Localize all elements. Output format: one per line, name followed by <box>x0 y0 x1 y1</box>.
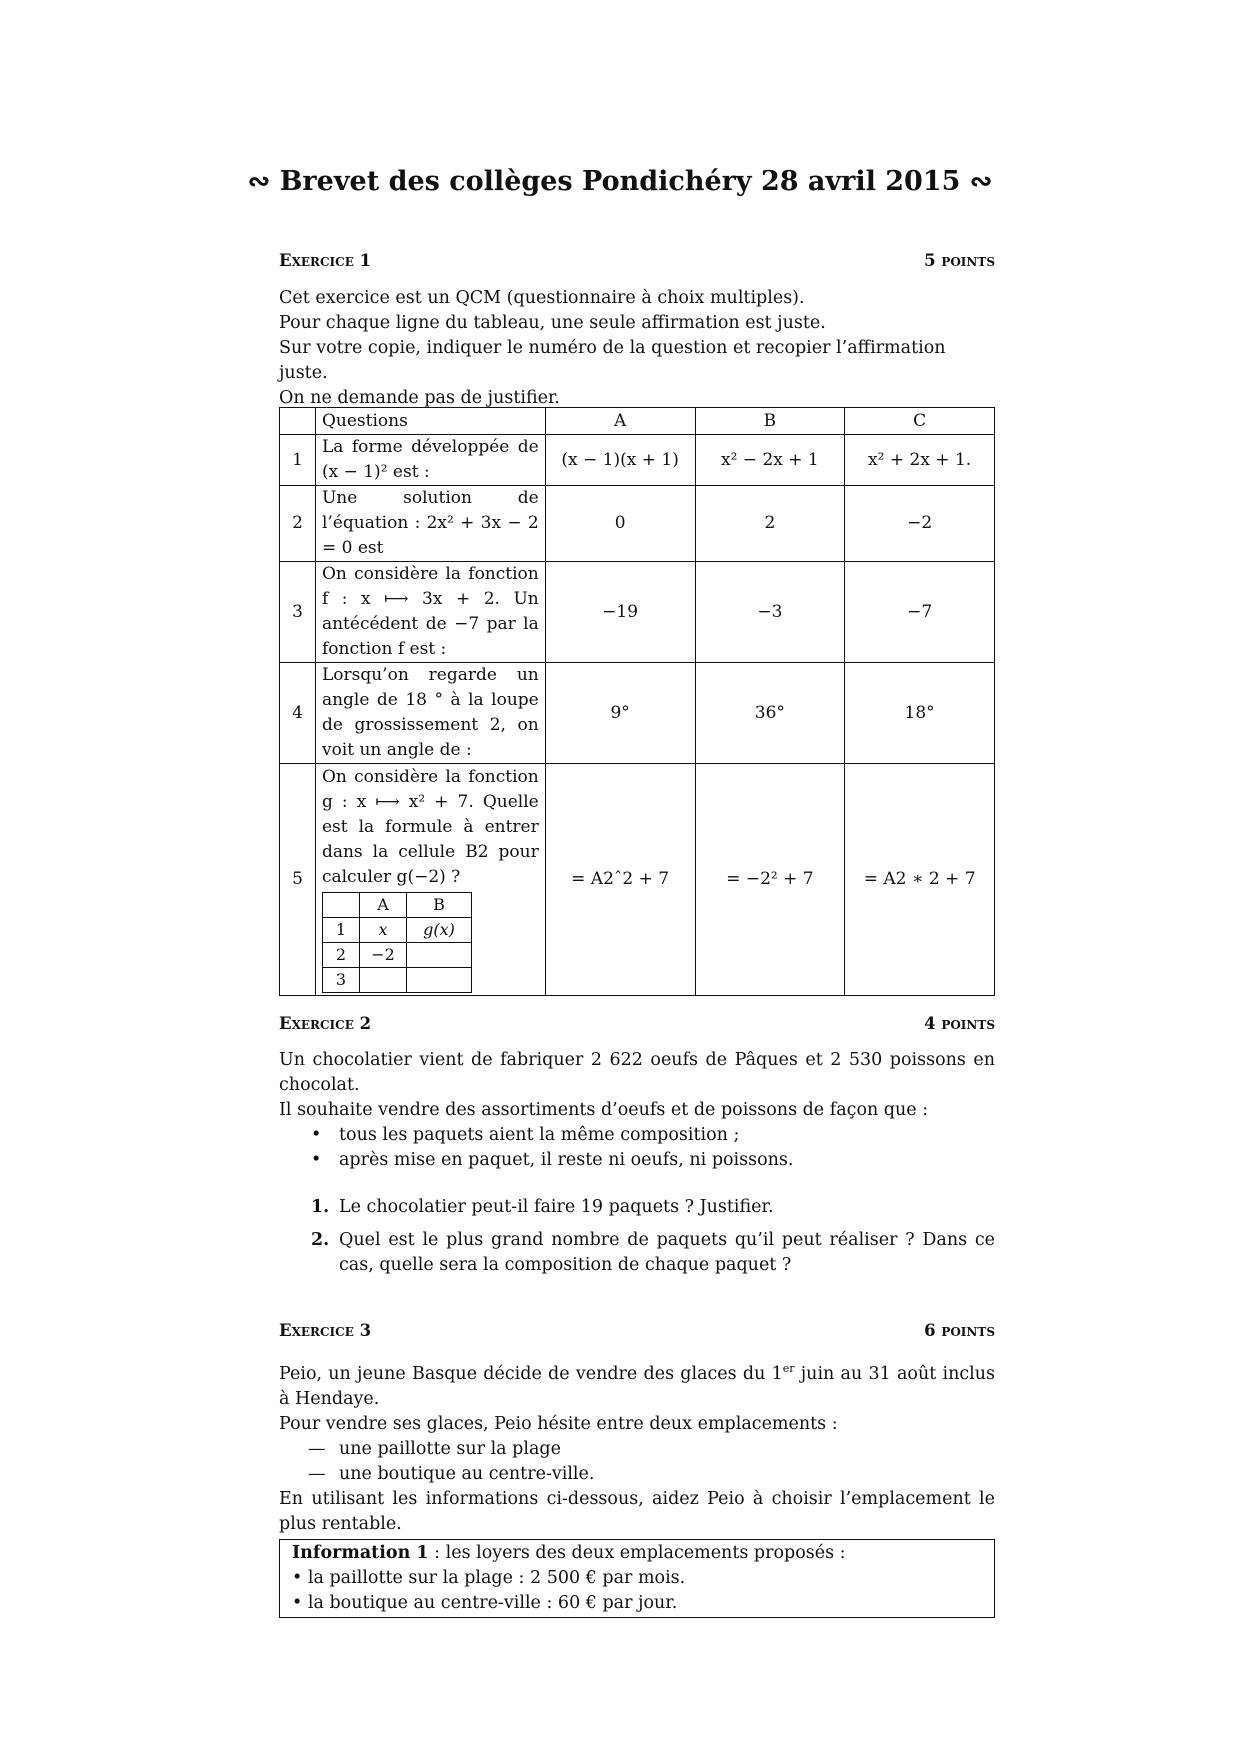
answer-a: (x − 1)(x + 1) <box>545 435 695 486</box>
information-heading <box>292 1541 994 1566</box>
exercise-3-paragraph-2: Pour vendre ses glaces, Peio hésite entre deux emplacements : <box>279 1413 838 1434</box>
question-number: 2. <box>311 1230 330 1250</box>
page-title <box>0 166 1240 197</box>
intro-line: Pour chaque ligne du tableau, une seule affirmation est juste. <box>279 313 826 333</box>
spreadsheet-header-row <box>322 893 471 918</box>
spreadsheet-cell: g(x) <box>406 918 471 943</box>
bullet-icon: • <box>292 1593 308 1613</box>
exercise-3-paragraph-1 <box>279 1356 995 1412</box>
question-item <box>311 1228 995 1278</box>
table-row <box>280 764 995 996</box>
answer-a: 9° <box>545 663 695 764</box>
intro-line: On ne demande pas de justifier. <box>279 388 560 408</box>
table-header-cell: C <box>845 408 995 435</box>
list-item: — une boutique au centre-ville. <box>339 1462 995 1487</box>
spreadsheet-cell: 1 <box>322 918 359 943</box>
bullet-icon: • <box>292 1568 308 1588</box>
question-text: On considère la fonction g : x ⟼ x² + 7. Quelle est la formule à entrer dans la cellule B2 pour calculer g(−2) ? <box>321 767 539 887</box>
question-cell: La forme développée de (x − 1)² est : <box>315 435 545 486</box>
spreadsheet-cell: −2 <box>359 943 406 968</box>
exercise-1-intro <box>279 286 995 411</box>
row-number: 2 <box>280 486 316 562</box>
superscript: er <box>782 1362 795 1375</box>
intro-line: Cet exercice est un QCM (questionnaire à choix multiples). <box>279 288 805 308</box>
exercise-2-conditions <box>279 1123 995 1173</box>
row-number: 5 <box>280 764 316 996</box>
table-row <box>280 562 995 663</box>
spreadsheet-cell <box>406 968 471 993</box>
exercise-2-points: 4 points <box>924 1014 995 1033</box>
document-title: Brevet des collèges Pondichéry 28 avril 2015 <box>279 166 961 197</box>
answer-c: −2 <box>845 486 995 562</box>
table-row <box>280 486 995 562</box>
row-number: 1 <box>280 435 316 486</box>
answer-c: −7 <box>845 562 995 663</box>
spreadsheet-cell: B <box>406 893 471 918</box>
spreadsheet-cell <box>322 893 359 918</box>
table-row <box>280 435 995 486</box>
answer-c: 18° <box>845 663 995 764</box>
answer-c: x² + 2x + 1. <box>845 435 995 486</box>
list-item: — une paillotte sur la plage <box>339 1437 995 1462</box>
answer-b: x² − 2x + 1 <box>695 435 845 486</box>
qcm-table <box>279 407 995 996</box>
answer-a: = A2ˆ2 + 7 <box>545 764 695 996</box>
question-text: Le chocolatier peut-il faire 19 paquets ? Justifier. <box>339 1197 774 1217</box>
answer-b: −3 <box>695 562 845 663</box>
spreadsheet-cell <box>359 968 406 993</box>
question-cell: Une solution de l’équation : 2x² + 3x − 2 = 0 est <box>315 486 545 562</box>
question-cell: Lorsqu’on regarde un angle de 18 ° à la loupe de grossissement 2, on voit un angle de : <box>315 663 545 764</box>
exercise-1-header <box>279 251 995 270</box>
exercise-2-intro: Un chocolatier vient de fabriquer 2 622 oeufs de Pâques et 2 530 poissons en chocolat. <box>279 1050 995 1095</box>
exercise-2-wish: Il souhaite vendre des assortiments d’oeufs et de poissons de façon que : <box>279 1100 929 1120</box>
question-text: Quel est le plus grand nombre de paquets qu’il peut réaliser ? Dans ce cas, quelle sera la composition de chaque paquet ? <box>339 1230 995 1275</box>
table-header-cell: Questions <box>315 408 545 435</box>
answer-b: 36° <box>695 663 845 764</box>
exercise-2-label: Exercice 2 <box>279 1014 372 1033</box>
spreadsheet-cell: A <box>359 893 406 918</box>
exercise-1-points: 5 points <box>924 251 995 270</box>
exercise-3-body <box>279 1356 995 1537</box>
spreadsheet-cell: x <box>359 918 406 943</box>
table-header-cell <box>280 408 316 435</box>
question-cell: On considère la fonction f : x ⟼ 3x + 2. Un antécédent de −7 par la fonction f est : <box>315 562 545 663</box>
table-header-cell: B <box>695 408 845 435</box>
information-item <box>292 1591 994 1616</box>
table-header-cell: A <box>545 408 695 435</box>
information-item <box>292 1566 994 1591</box>
exercise-3-paragraph-3: En utilisant les informations ci-dessous, aidez Peio à choisir l’emplacement le plus rentable. <box>279 1488 995 1534</box>
exercise-1-label: Exercice 1 <box>279 251 372 270</box>
ornament-right-icon: ∾ <box>969 166 993 197</box>
information-item-text: la boutique au centre-ville : 60 € par jour. <box>307 1593 678 1613</box>
ornament-left-icon: ∾ <box>247 166 271 197</box>
information-label: Information 1 <box>292 1543 429 1563</box>
information-heading-text: : les loyers des deux emplacements proposés : <box>428 1543 846 1563</box>
table-row <box>280 663 995 764</box>
question-number: 1. <box>311 1197 330 1217</box>
exercise-3-points: 6 points <box>924 1321 995 1340</box>
answer-a: 0 <box>545 486 695 562</box>
list-item: • tous les paquets aient la même composition ; <box>339 1123 995 1148</box>
information-box <box>279 1539 995 1618</box>
exercise-2-header <box>279 1014 995 1033</box>
spreadsheet-cell: 3 <box>322 968 359 993</box>
spreadsheet-cell <box>406 943 471 968</box>
exercise-2-questions <box>279 1195 995 1278</box>
exercise-3-label: Exercice 3 <box>279 1321 372 1340</box>
intro-line: Sur votre copie, indiquer le numéro de la question et recopier l’affirmation juste. <box>279 338 946 383</box>
list-item: • après mise en paquet, il reste ni oeufs, ni poissons. <box>339 1148 995 1173</box>
answer-b: = −2² + 7 <box>695 764 845 996</box>
row-number: 3 <box>280 562 316 663</box>
spreadsheet-table <box>322 892 472 993</box>
information-item-text: la paillotte sur la plage : 2 500 € par mois. <box>307 1568 686 1588</box>
row-number: 4 <box>280 663 316 764</box>
question-item <box>311 1195 995 1220</box>
text-run: juin au 31 août inclus à Hendaye. <box>279 1363 996 1409</box>
table-header-row <box>280 408 995 435</box>
spreadsheet-row <box>322 968 471 993</box>
question-cell <box>315 764 545 996</box>
exercise-3-header <box>279 1321 995 1340</box>
spreadsheet-row <box>322 943 471 968</box>
answer-a: −19 <box>545 562 695 663</box>
exercise-2-body <box>279 1048 995 1286</box>
exercise-3-options <box>279 1437 995 1487</box>
text-run: Peio, un jeune Basque décide de vendre des glaces du 1 <box>279 1363 783 1384</box>
answer-b: 2 <box>695 486 845 562</box>
spreadsheet-row <box>322 918 471 943</box>
spreadsheet-cell: 2 <box>322 943 359 968</box>
answer-c: = A2 ∗ 2 + 7 <box>845 764 995 996</box>
